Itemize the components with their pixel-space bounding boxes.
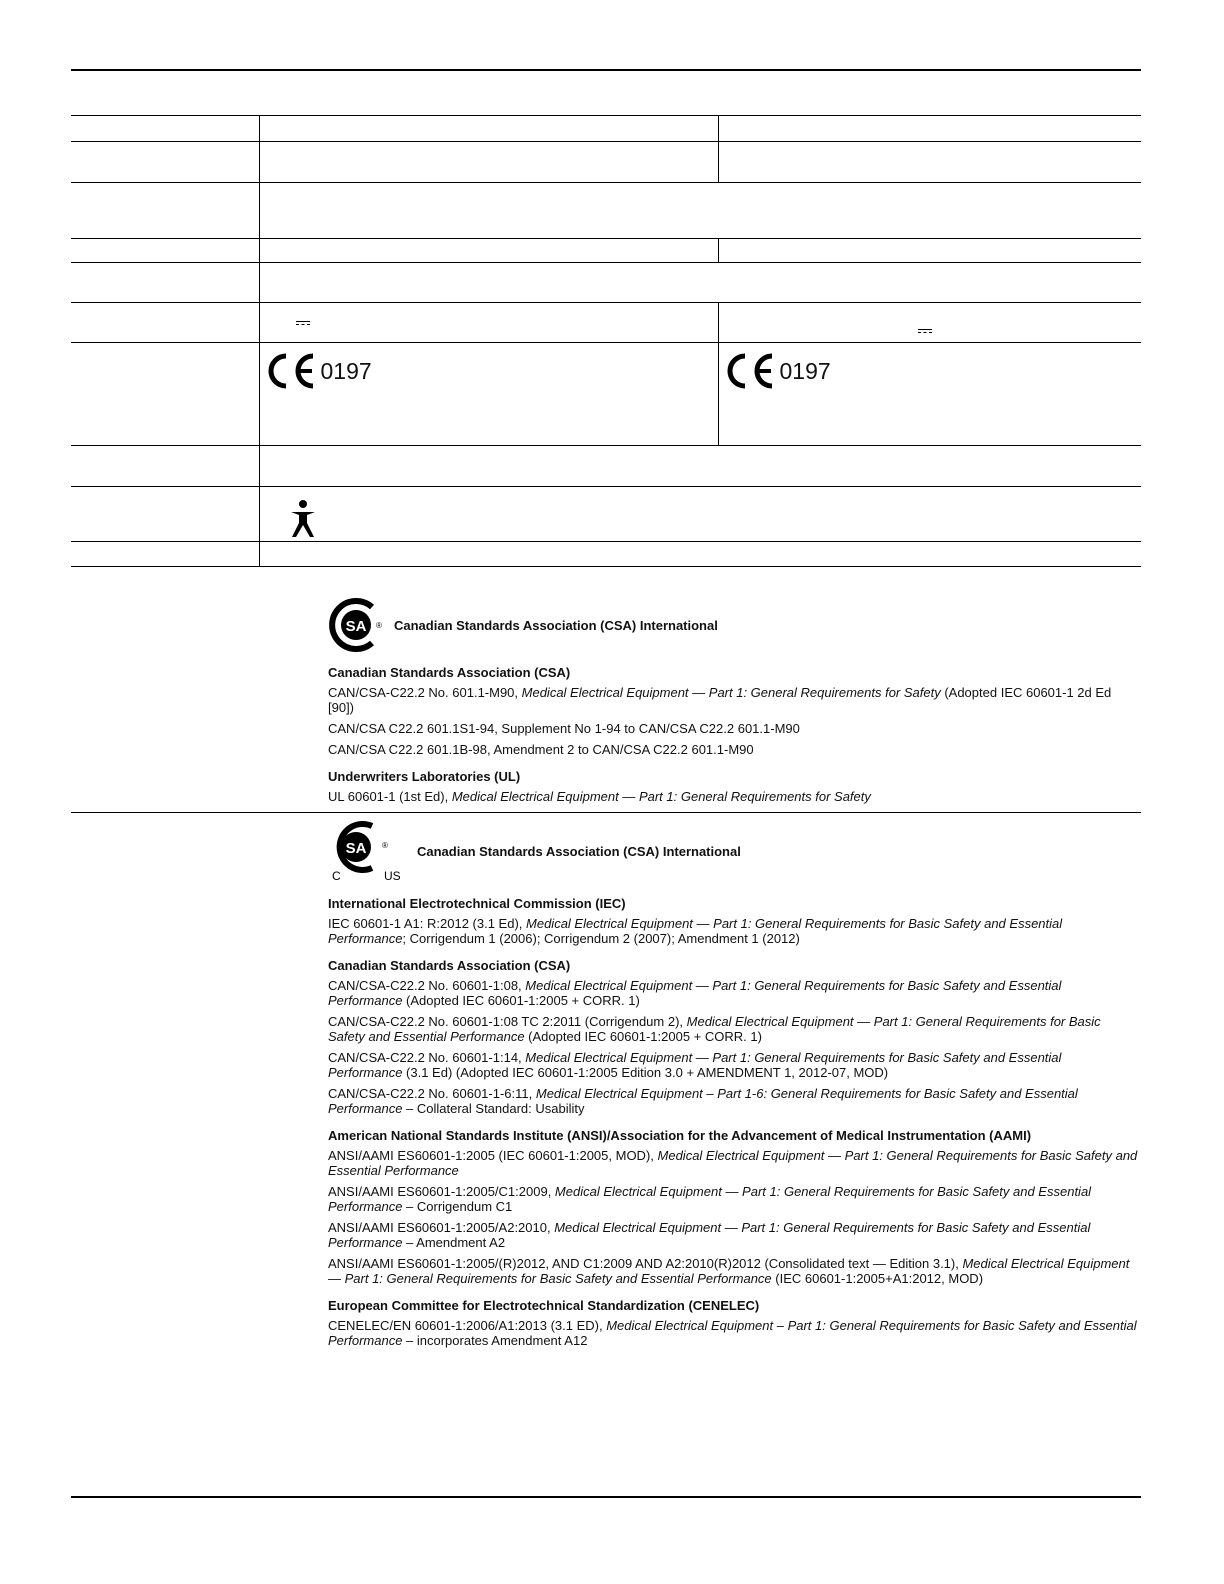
logo-c-label: C: [332, 869, 341, 883]
standard-text: (Adopted IEC 60601-1 2d Ed [90]): [328, 685, 1112, 715]
top-rule: [71, 69, 1141, 71]
table-row: [71, 343, 1141, 446]
standard-reference: [328, 978, 1138, 1008]
standard-title: Medical Electrical Equipment — Part 1: General Requirements for Safety: [451, 789, 871, 804]
standard-text: – Collateral Standard: Usability: [402, 1101, 585, 1116]
standard-text: ; Corrigendum 1 (2006); Corrigendum 2 (2007); Amendment 1 (2012): [402, 931, 800, 946]
ce-mark-icon: [268, 353, 318, 389]
standard-title: Medical Electrical Equipment — Part 1: General Requirements for Basic Safety and Essential Performance: [328, 1014, 1101, 1044]
ce-notified-body-number: 0197: [320, 357, 372, 384]
standard-text: ANSI/AAMI ES60601-1:2005/(R)2012, AND C1:2009 AND A2:2010(R)2012 (Consolidated text — Edition 3.1),: [328, 1256, 963, 1271]
table-cell: [259, 303, 718, 343]
svg-text:SA: SA: [345, 840, 367, 857]
table-cell: [259, 446, 1141, 487]
standard-reference: [328, 1148, 1138, 1178]
certification-title: Canadian Standards Association (CSA) International: [417, 843, 741, 859]
table-cell: [71, 263, 259, 303]
standard-reference: [328, 789, 1138, 804]
table-cell: [71, 343, 259, 446]
standard-title: Medical Electrical Equipment — Part 1: General Requirements for Basic Safety and Essential Performance: [328, 1184, 1092, 1214]
standard-text: (Adopted IEC 60601-1:2005 + CORR. 1): [402, 993, 640, 1008]
svg-text:SA: SA: [345, 618, 367, 635]
ce-notified-body-number: 0197: [779, 357, 831, 384]
table-cell: [71, 446, 259, 487]
standard-text: – Amendment A2: [402, 1235, 506, 1250]
standards-body-heading: American National Standards Institute (ANSI)/Association for the Advancement of Medical Instrumentation (AAMI): [328, 1128, 1032, 1143]
table-row: [71, 446, 1141, 487]
standard-text: CAN/CSA-C22.2 No. 60601-1:14,: [328, 1050, 526, 1065]
ce-mark: [268, 353, 718, 389]
table-cell: [71, 487, 259, 542]
standard-text: – Corrigendum C1: [402, 1199, 513, 1214]
standard-text: CAN/CSA-C22.2 No. 60601-1:08 TC 2:2011 (Corrigendum 2),: [328, 1014, 687, 1029]
standard-text: (IEC 60601-1:2005+A1:2012, MOD): [771, 1271, 984, 1286]
standard-text: UL 60601-1 (1st Ed),: [328, 789, 452, 804]
logo-us-label: US: [384, 869, 401, 883]
table-cell: [259, 239, 718, 263]
csa-logo-row: [328, 820, 1138, 884]
table-row: [71, 487, 1141, 542]
standard-title: Medical Electrical Equipment — Part 1: General Requirements for Basic Safety and Essential Performance: [328, 916, 1063, 946]
table-cell: [259, 116, 718, 142]
registered-mark: ®: [376, 621, 382, 630]
standards-body-heading: Canadian Standards Association (CSA): [328, 958, 571, 973]
csa-c-us-logo-icon: [328, 820, 410, 884]
standard-text: CAN/CSA C22.2 601.1B-98, Amendment 2 to CAN/CSA C22.2 601.1-M90: [328, 742, 754, 757]
standard-reference: [328, 916, 1138, 946]
specification-table: [71, 115, 1141, 567]
table-cell: [718, 116, 1141, 142]
section-divider: [71, 812, 1141, 813]
table-row: [71, 542, 1141, 567]
standard-title: Medical Electrical Equipment — Part 1: General Requirements for Basic Safety and Essential Performance: [328, 978, 1062, 1008]
table-cell: [71, 303, 259, 343]
standard-text: ANSI/AAMI ES60601-1:2005 (IEC 60601-1:2005, MOD),: [328, 1148, 658, 1163]
standards-body-heading: Underwriters Laboratories (UL): [328, 769, 521, 784]
ce-mark-icon: [727, 353, 777, 389]
standard-title: Medical Electrical Equipment – Part 1: General Requirements for Basic Safety and Essential Performance: [328, 1318, 1137, 1348]
standards-body-heading: European Committee for Electrotechnical Standardization (CENELEC): [328, 1298, 760, 1313]
standard-reference: [328, 1256, 1138, 1286]
standard-reference: [328, 1086, 1138, 1116]
standard-text: ANSI/AAMI ES60601-1:2005/C1:2009,: [328, 1184, 555, 1199]
table-cell: [71, 542, 259, 567]
standards-body-heading: Canadian Standards Association (CSA): [328, 665, 571, 680]
table-row: [71, 263, 1141, 303]
standards-body-heading: International Electrotechnical Commission (IEC): [328, 896, 626, 911]
standard-text: (3.1 Ed) (Adopted IEC 60601-1:2005 Edition 3.0 + AMENDMENT 1, 2012-07, MOD): [402, 1065, 889, 1080]
table-cell: [71, 142, 259, 183]
standard-text: CENELEC/EN 60601-1:2006/A1:2013 (3.1 ED),: [328, 1318, 607, 1333]
standard-text: CAN/CSA-C22.2 No. 601.1-M90,: [328, 685, 522, 700]
standards-list: [328, 896, 1138, 1348]
table-cell: [259, 487, 1141, 542]
standard-text: – incorporates Amendment A12: [402, 1333, 588, 1348]
csa-c-us-certification-block: [328, 820, 1138, 1354]
table-cell: [259, 542, 1141, 567]
table-row: [71, 116, 1141, 142]
standard-text: CAN/CSA-C22.2 No. 60601-1:08,: [328, 978, 526, 993]
standard-title: Medical Electrical Equipment – Part 1-6: General Requirements for Basic Safety and Essential Performance: [328, 1086, 1078, 1116]
direct-current-icon: [918, 328, 932, 336]
standard-text: (Adopted IEC 60601-1:2005 + CORR. 1): [524, 1029, 762, 1044]
standard-title: Medical Electrical Equipment — Part 1: General Requirements for Safety: [521, 685, 941, 700]
standard-text: CAN/CSA C22.2 601.1S1-94, Supplement No 1-94 to CAN/CSA C22.2 601.1-M90: [328, 721, 800, 736]
csa-logo-icon: [328, 597, 384, 653]
table-row: [71, 183, 1141, 239]
standard-reference: [328, 1184, 1138, 1214]
table-cell: [718, 239, 1141, 263]
standard-title: Medical Electrical Equipment — Part 1: General Requirements for Basic Safety and Essential Performance: [328, 1148, 1138, 1178]
standard-title: Medical Electrical Equipment — Part 1: General Requirements for Basic Safety and Essential Performance: [328, 1256, 1130, 1286]
standard-reference: [328, 1050, 1138, 1080]
table-cell: [259, 263, 1141, 303]
standard-text: CAN/CSA-C22.2 No. 60601-1-6:11,: [328, 1086, 536, 1101]
standard-text: IEC 60601-1 A1: R:2012 (3.1 Ed),: [328, 916, 527, 931]
table-cell: [71, 239, 259, 263]
table-row: [71, 239, 1141, 263]
csa-logo-row: [328, 597, 1138, 653]
table-cell: [718, 142, 1141, 183]
csa-certification-block: [328, 597, 1138, 810]
standard-reference: [328, 1014, 1138, 1044]
standard-reference: [328, 721, 1138, 736]
table-row: [71, 142, 1141, 183]
table-row: [71, 303, 1141, 343]
bottom-rule: [71, 1496, 1141, 1498]
table-cell: [718, 343, 1141, 446]
ce-mark: [727, 353, 1142, 389]
table-cell: [259, 183, 1141, 239]
certification-title: Canadian Standards Association (CSA) International: [394, 617, 718, 633]
type-b-applied-part-icon: [288, 499, 318, 539]
standard-reference: [328, 685, 1138, 715]
table-cell: [71, 183, 259, 239]
standard-text: ANSI/AAMI ES60601-1:2005/A2:2010,: [328, 1220, 555, 1235]
registered-mark: ®: [382, 841, 388, 850]
standard-reference: [328, 742, 1138, 757]
standards-list: [328, 665, 1138, 804]
table-cell: [259, 142, 718, 183]
standard-reference: [328, 1220, 1138, 1250]
direct-current-icon: [296, 320, 310, 328]
table-cell: [71, 116, 259, 142]
standard-reference: [328, 1318, 1138, 1348]
standard-title: Medical Electrical Equipment — Part 1: General Requirements for Basic Safety and Essential Performance: [328, 1220, 1091, 1250]
table-cell: [259, 343, 718, 446]
table-cell: [718, 303, 1141, 343]
standard-title: Medical Electrical Equipment — Part 1: General Requirements for Basic Safety and Essential Performance: [328, 1050, 1062, 1080]
